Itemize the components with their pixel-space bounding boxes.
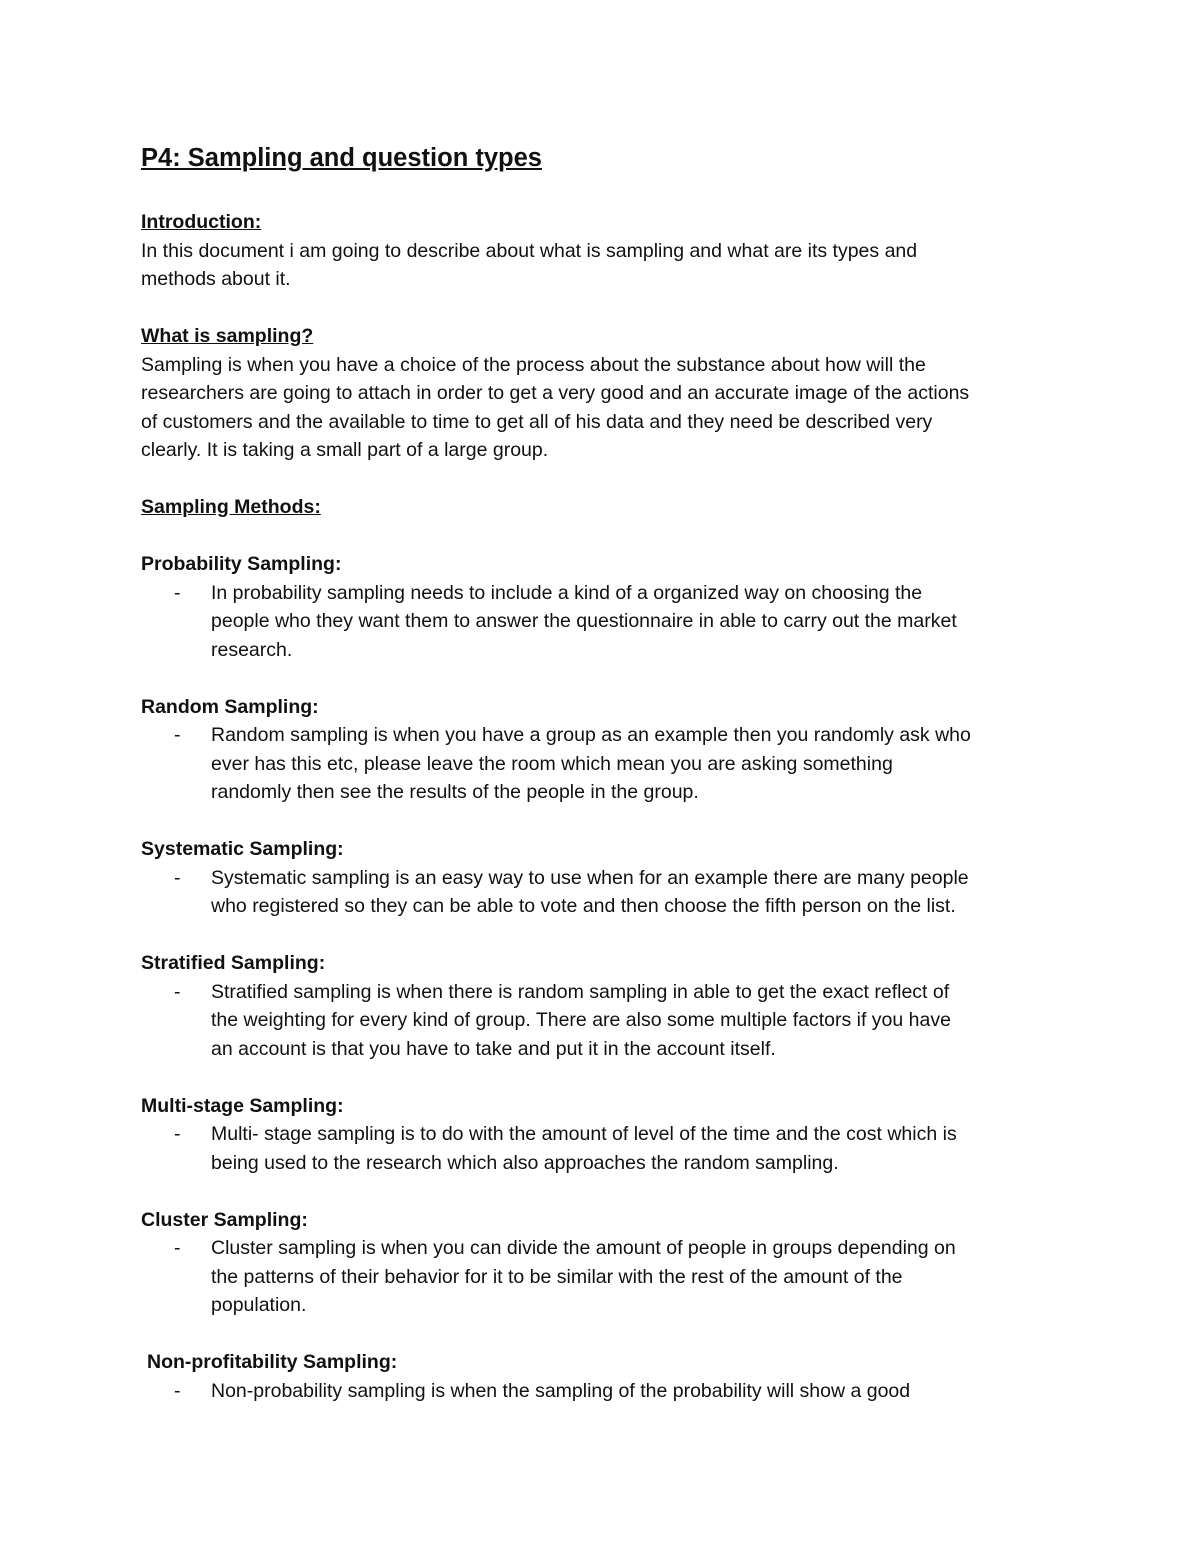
what-is-line: researchers are going to attach in order to get a very good and an accurate image of the actions: [141, 382, 970, 404]
bullet-text: the patterns of their behavior for it to be similar with the rest of the amount of the: [211, 1265, 903, 1288]
bullet-dash: -: [174, 1237, 181, 1259]
intro-line: methods about it.: [141, 268, 291, 290]
what-is-heading: What is sampling?: [141, 325, 314, 347]
spacer: [141, 664, 1066, 693]
spacer: [141, 1177, 1066, 1206]
bullet-text: the weighting for every kind of group. There are also some multiple factors if you have: [211, 1009, 951, 1031]
section-heading: Probability Sampling:: [141, 553, 342, 575]
bullet-line: [141, 607, 1066, 636]
bullet-text: Systematic sampling is an easy way to use when for an example there are many people: [211, 866, 969, 889]
bullet-line: [141, 750, 1066, 779]
bullet-line: [141, 1291, 1066, 1320]
intro-heading: Introduction:: [141, 211, 262, 233]
what-is-line: Sampling is when you have a choice of the process about the substance about how will the: [141, 353, 926, 376]
bullet-line: [141, 1377, 1066, 1406]
bullet-text: Stratified sampling is when there is random sampling in able to get the exact reflect of: [211, 980, 950, 1003]
what-is-line: of customers and the available to time to get all of his data and they need be described very: [141, 410, 933, 433]
spacer: [141, 465, 1066, 494]
section-heading: Stratified Sampling:: [141, 952, 326, 974]
bullet-line: [141, 1120, 1066, 1149]
bullet-text: being used to the research which also approaches the random sampling.: [211, 1151, 839, 1174]
bullet-text: an account is that you have to take and put it in the account itself.: [211, 1037, 776, 1060]
spacer: [141, 177, 1066, 208]
bullet-dash: -: [174, 581, 181, 604]
spacer: [141, 921, 1066, 950]
bullet-text: research.: [211, 638, 293, 661]
spacer: [141, 1063, 1066, 1092]
bullet-line: [141, 1149, 1066, 1178]
bullet-line: [141, 1006, 1066, 1035]
bullet-dash: -: [174, 724, 181, 746]
bullet-text: population.: [211, 1294, 307, 1316]
section-heading: Systematic Sampling:: [141, 838, 344, 860]
section-heading: Non-profitability Sampling:: [147, 1351, 398, 1373]
document-page: [141, 140, 1066, 1405]
bullet-line: [141, 978, 1066, 1007]
section-heading: Multi-stage Sampling:: [141, 1094, 344, 1117]
section-heading: Random Sampling:: [141, 695, 319, 718]
bullet-dash: -: [174, 866, 181, 889]
bullet-line: [141, 1035, 1066, 1064]
bullet-text: ever has this etc, please leave the room which mean you are asking something: [211, 752, 893, 775]
bullet-line: [141, 892, 1066, 921]
bullet-line: [141, 636, 1066, 665]
page-title: P4: Sampling and question types: [141, 144, 542, 172]
spacer: [141, 1320, 1066, 1349]
bullet-text: people who they want them to answer the questionnaire in able to carry out the market: [211, 610, 957, 632]
what-is-line: clearly. It is taking a small part of a large group.: [141, 439, 549, 461]
bullet-text: Non-probability sampling is when the sampling of the probability will show a good: [211, 1379, 911, 1402]
bullet-dash: -: [174, 980, 181, 1003]
section-heading: Cluster Sampling:: [141, 1208, 308, 1231]
bullet-text: randomly then see the results of the people in the group.: [211, 781, 699, 803]
bullet-dash: -: [174, 1123, 181, 1145]
spacer: [141, 807, 1066, 836]
bullet-line: [141, 1263, 1066, 1292]
methods-heading: Sampling Methods:: [141, 496, 321, 518]
bullet-text: Random sampling is when you have a group as an example then you randomly ask who: [211, 724, 971, 746]
spacer: [141, 294, 1066, 323]
spacer: [141, 522, 1066, 551]
bullet-line: [141, 778, 1066, 807]
bullet-line: [141, 721, 1066, 750]
bullet-text: In probability sampling needs to include a kind of a organized way on choosing the: [211, 581, 923, 604]
bullet-line: [141, 864, 1066, 893]
intro-line: In this document i am going to describe about what is sampling and what are its types and: [141, 239, 918, 262]
bullet-text: Multi- stage sampling is to do with the amount of level of the time and the cost which is: [211, 1123, 957, 1145]
sampling-sections: [141, 550, 1066, 1405]
bullet-dash: -: [174, 1379, 181, 1402]
bullet-text: who registered so they can be able to vote and then choose the fifth person on the list.: [211, 895, 956, 917]
bullet-text: Cluster sampling is when you can divide the amount of people in groups depending on: [211, 1237, 956, 1259]
bullet-line: [141, 1234, 1066, 1263]
bullet-line: [141, 579, 1066, 608]
